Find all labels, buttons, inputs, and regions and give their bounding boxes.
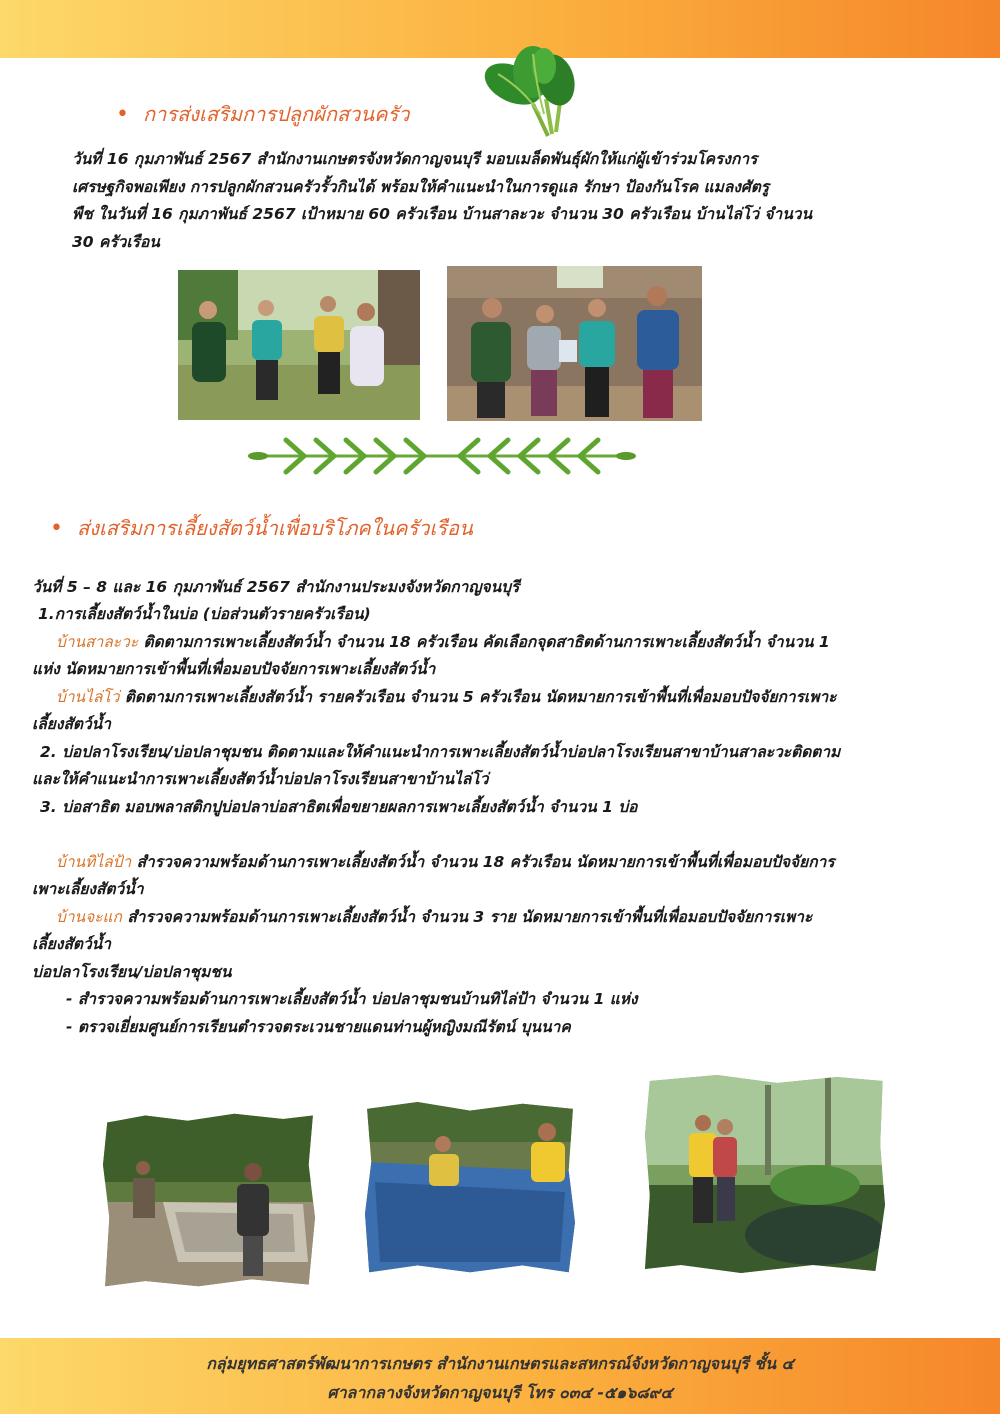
village-label: บ้านสาละวะ: [56, 633, 139, 651]
paragraph-line: พืช ในวันที่ 16 กุมภาพันธ์ 2567 เป้าหมาย 60 ครัวเรือน บ้านสาละวะ จำนวน 30 ครัวเรือน บ้านไล่โว่ จำนวน: [72, 205, 813, 223]
date-line: วันที่ 5 – 8 และ 16 กุมภาพันธ์ 2567 สำนักงานประมงจังหวัดกาญจนบุรี: [32, 578, 520, 596]
bullet-icon: •: [50, 516, 63, 541]
village-label: บ้านจะแก: [56, 908, 122, 926]
section-heading-vegetable-garden: [116, 98, 409, 130]
photo-pond-construction: [103, 1112, 315, 1288]
leafy-vegetable-icon: [478, 44, 578, 140]
photo-seed-distribution-1: [178, 270, 420, 420]
ponds-bullet: - สำรวจความพร้อมด้านการเพาะเลี้ยงสัตว์น้ำ บ่อปลาชุมชนบ้านทิไล่ป้า จำนวน 1 แห่ง: [66, 990, 638, 1008]
village-text: ติดตามการเพาะเลี้ยงสัตว์น้ำ รายครัวเรือน จำนวน 5 ครัวเรือน นัดหมายการเข้าพื้นที่เพื่อมอบปัจจัยการเพาะ: [119, 688, 837, 706]
ponds-title: บ่อปลาโรงเรียน/บ่อปลาชุมชน: [32, 963, 232, 981]
tilaipa-line-cont: เพาะเลี้ยงสัตว์น้ำ: [32, 880, 144, 898]
salawa-line: [56, 629, 996, 657]
section-heading-aquaculture: [50, 512, 473, 544]
jakae-line-cont: เลี้ยงสัตว์น้ำ: [32, 935, 111, 953]
heading-text: ส่งเสริมการเลี้ยงสัตว์น้ำเพื่อบริโภคในครัวเรือน: [76, 516, 473, 540]
paragraph-line: 30 ครัวเรือน: [72, 232, 160, 251]
village-text: สำรวจความพร้อมด้านการเพาะเลี้ยงสัตว์น้ำ จำนวน 3 ราย นัดหมายการเข้าพื้นที่เพื่อมอบปัจจัยการเพาะ: [121, 908, 813, 926]
paragraph-line: เศรษฐกิจพอเพียง การปลูกผักสวนครัวรั้วกินได้ พร้อมให้คำแนะนำในการดูแล รักษา ป้องกันโรค แมลงศัตรู: [72, 177, 770, 196]
bullet-icon: •: [116, 102, 129, 127]
jakae-line: [56, 904, 996, 932]
item-2-cont: และให้คำแนะนำการเพาะเลี้ยงสัตว์น้ำบ่อปลาโรงเรียนสาขาบ้านไล่โว่: [32, 770, 489, 788]
paragraph-line: วันที่ 16 กุมภาพันธ์ 2567 สำนักงานเกษตรจังหวัดกาญจนบุรี มอบเมล็ดพันธุ์ผักให้แก่ผู้เข้าร่วมโครงการ: [72, 150, 758, 168]
village-label: บ้านไล่โว่: [56, 688, 120, 706]
village-label: บ้านทิไล่ป้า: [56, 853, 132, 871]
item-3: 3. บ่อสาธิต มอบพลาสติกปูบ่อปลาบ่อสาธิตเพื่อขยายผลการเพาะเลี้ยงสัตว์น้ำ จำนวน 1 บ่อ: [40, 798, 638, 816]
photo-fish-pond-inspection: [645, 1075, 885, 1275]
section1-paragraph: [72, 146, 972, 256]
ponds-bullet: - ตรวจเยี่ยมศูนย์การเรียนตำรวจตระเวนชายแดนท่านผู้หญิงมณีรัตน์ บุนนาค: [66, 1018, 571, 1036]
item-2: 2. บ่อปลาโรงเรียน/บ่อปลาชุมชน ติดตามและให้คำแนะนำการเพาะเลี้ยงสัตว์น้ำบ่อปลาโรงเรียนสาขาบ้านสาละวะติดตาม: [40, 743, 841, 761]
footer-line-2: ศาลากลางจังหวัดกาญจนบุรี โทร ๐๓๔ -๕๑๖๘๙๔: [327, 1383, 673, 1402]
salawa-line-cont: แห่ง นัดหมายการเข้าพื้นที่เพื่อมอบปัจจัยการเพาะเลี้ยงสัตว์น้ำ: [32, 660, 436, 678]
laivo-line-cont: เลี้ยงสัตว์น้ำ: [32, 715, 111, 733]
item-1: 1.การเลี้ยงสัตว์น้ำในบ่อ (บ่อส่วนตัวรายครัวเรือน): [38, 605, 371, 623]
village-text: สำรวจความพร้อมด้านการเพาะเลี้ยงสัตว์น้ำ จำนวน 18 ครัวเรือน นัดหมายการเข้าพื้นที่เพื่อมอบปัจจัยการ: [131, 853, 835, 871]
photo-seed-distribution-2: [447, 266, 702, 421]
photo-tarp-pond: [365, 1102, 575, 1274]
tilaipa-line: [56, 849, 996, 877]
footer-line-1: กลุ่มยุทธศาสตร์พัฒนาการเกษตร สำนักงานเกษตรและสหกรณ์จังหวัดกาญจนบุรี ชั้น ๔: [206, 1354, 794, 1373]
village-text: ติดตามการเพาะเลี้ยงสัตว์น้ำ จำนวน 18 ครัวเรือน คัดเลือกจุดสาธิตด้านการเพาะเลี้ยงสัตว์น้ำ จำนวน 1: [138, 633, 830, 651]
heading-text: การส่งเสริมการปลูกผักสวนครัว: [142, 102, 410, 126]
leaf-divider-icon: [246, 432, 638, 480]
laivo-line: [56, 684, 996, 712]
